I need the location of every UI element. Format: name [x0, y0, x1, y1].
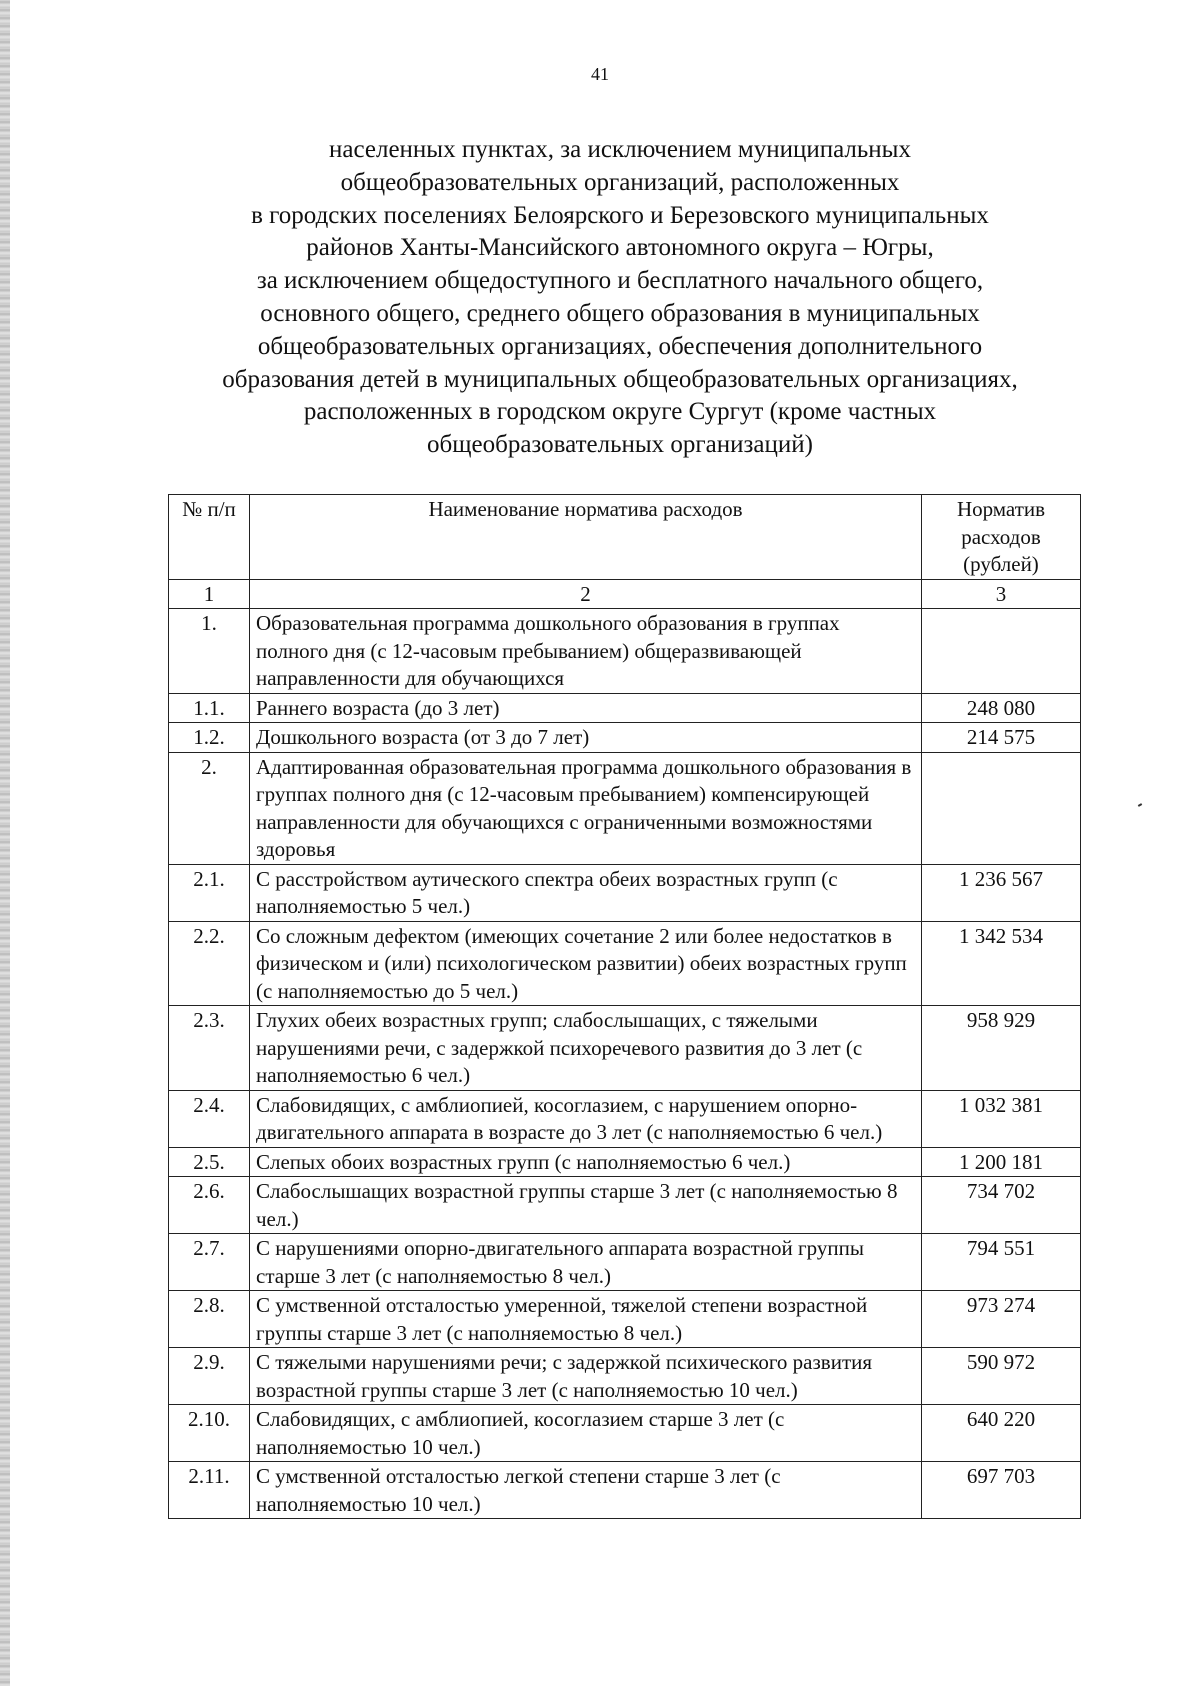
- heading-line: общеобразовательных организаций): [427, 431, 813, 459]
- row-name: Слабовидящих, с амблиопией, косоглазием, с нарушением опорно-двигательного аппарата в возрасте до 3 лет (с наполняемостью 6 чел.): [250, 1090, 922, 1147]
- row-value: 1 032 381: [922, 1090, 1081, 1147]
- row-number: 2.4.: [169, 1090, 250, 1147]
- table-row: [169, 723, 1081, 753]
- row-name: С тяжелыми нарушениями речи; с задержкой психического развития возрастной группы старше 3 лет (с наполняемостью 10 чел.): [250, 1348, 922, 1405]
- row-number: 2.5.: [169, 1147, 250, 1177]
- heading-line: в городских поселениях Белоярского и Березовского муниципальных: [251, 201, 989, 229]
- row-value: 794 551: [922, 1234, 1081, 1291]
- table-row: [169, 1006, 1081, 1091]
- row-value: 973 274: [922, 1291, 1081, 1348]
- row-number: 2.8.: [169, 1291, 250, 1348]
- row-number: 2.10.: [169, 1405, 250, 1462]
- row-value: 248 080: [922, 693, 1081, 723]
- table-row: [169, 1177, 1081, 1234]
- table-row: [169, 1147, 1081, 1177]
- table-row: [169, 1090, 1081, 1147]
- row-name: С нарушениями опорно-двигательного аппарата возрастной группы старше 3 лет (с наполняемостью 8 чел.): [250, 1234, 922, 1291]
- row-value: 640 220: [922, 1405, 1081, 1462]
- table-row: [169, 1405, 1081, 1462]
- row-value: 1 200 181: [922, 1147, 1081, 1177]
- row-value: 214 575: [922, 723, 1081, 753]
- row-name: С умственной отсталостью легкой степени старше 3 лет (с наполняемостью 10 чел.): [250, 1462, 922, 1519]
- table-row: [169, 921, 1081, 1006]
- row-name: Слепых обоих возрастных групп (с наполняемостью 6 чел.): [250, 1147, 922, 1177]
- table-row: [169, 1291, 1081, 1348]
- row-value: 734 702: [922, 1177, 1081, 1234]
- table-row: [169, 1234, 1081, 1291]
- heading-line: основного общего, среднего общего образования в муниципальных: [260, 299, 980, 327]
- row-number: 2.2.: [169, 921, 250, 1006]
- table-row: [169, 1348, 1081, 1405]
- row-number: 1.1.: [169, 693, 250, 723]
- page-number: 41: [591, 64, 609, 84]
- row-number: 2.3.: [169, 1006, 250, 1091]
- row-name: Слабослышащих возрастной группы старше 3 лет (с наполняемостью 8 чел.): [250, 1177, 922, 1234]
- row-number: 2.11.: [169, 1462, 250, 1519]
- row-value: [922, 609, 1081, 694]
- row-name: Слабовидящих, с амблиопией, косоглазием старше 3 лет (с наполняемостью 10 чел.): [250, 1405, 922, 1462]
- header-value: Норматив расходов (рублей): [922, 495, 1081, 580]
- row-value: 590 972: [922, 1348, 1081, 1405]
- document-heading: [150, 134, 1090, 462]
- heading-line: за исключением общедоступного и бесплатного начального общего,: [256, 267, 984, 295]
- scan-speck: [1138, 803, 1142, 807]
- row-name: Образовательная программа дошкольного образования в группах полного дня (с 12-часовым пребыванием) общеразвивающей направленности для обучающихся: [250, 609, 922, 694]
- row-value: 1 236 567: [922, 864, 1081, 921]
- table-row: [169, 693, 1081, 723]
- row-name: Глухих обеих возрастных групп; слабослышащих, с тяжелыми нарушениями речи, с задержкой психоречевого развития до 3 лет (с наполняемостью 6 чел.): [250, 1006, 922, 1091]
- table-header-row: [169, 495, 1081, 580]
- column-index: 2: [250, 579, 922, 609]
- heading-line: расположенных в городском округе Сургут (кроме частных: [303, 398, 937, 426]
- row-number: 2.: [169, 752, 250, 864]
- norms-table: [168, 494, 1081, 1519]
- table-row: [169, 609, 1081, 694]
- row-number: 2.9.: [169, 1348, 250, 1405]
- row-name: Дошкольного возраста (от 3 до 7 лет): [250, 723, 922, 753]
- heading-line: районов Ханты-Мансийского автономного округа – Югры,: [306, 234, 934, 262]
- row-number: 1.2.: [169, 723, 250, 753]
- row-value: 1 342 534: [922, 921, 1081, 1006]
- row-name: С расстройством аутического спектра обеих возрастных групп (с наполняемостью 5 чел.): [250, 864, 922, 921]
- row-number: 2.7.: [169, 1234, 250, 1291]
- scan-edge: [0, 0, 10, 1686]
- table-row: [169, 864, 1081, 921]
- column-index-row: [169, 579, 1081, 609]
- row-value: 958 929: [922, 1006, 1081, 1091]
- row-value: [922, 752, 1081, 864]
- column-index: 1: [169, 579, 250, 609]
- header-name: Наименование норматива расходов: [250, 495, 922, 580]
- row-name: Адаптированная образовательная программа дошкольного образования в группах полного дня (с 12-часовым пребыванием) компенсирующей направленности для обучающихся с ограниченными возможностями здоровья: [250, 752, 922, 864]
- row-name: С умственной отсталостью умеренной, тяжелой степени возрастной группы старше 3 лет (с наполняемостью 8 чел.): [250, 1291, 922, 1348]
- table-row: [169, 1462, 1081, 1519]
- row-number: 2.6.: [169, 1177, 250, 1234]
- heading-line: общеобразовательных организаций, расположенных: [340, 168, 900, 196]
- row-value: 697 703: [922, 1462, 1081, 1519]
- header-number: № п/п: [169, 495, 250, 580]
- row-number: 2.1.: [169, 864, 250, 921]
- row-name: Раннего возраста (до 3 лет): [250, 693, 922, 723]
- table-row: [169, 752, 1081, 864]
- row-name: Со сложным дефектом (имеющих сочетание 2 или более недостатков в физическом и (или) психологическом развитии) обеих возрастных групп (с наполняемостью до 5 чел.): [250, 921, 922, 1006]
- heading-line: населенных пунктах, за исключением муниципальных: [329, 136, 911, 163]
- heading-line: образования детей в муниципальных общеобразовательных организациях,: [222, 365, 1018, 393]
- row-number: 1.: [169, 609, 250, 694]
- heading-line: общеобразовательных организациях, обеспечения дополнительного: [257, 332, 983, 360]
- column-index: 3: [922, 579, 1081, 609]
